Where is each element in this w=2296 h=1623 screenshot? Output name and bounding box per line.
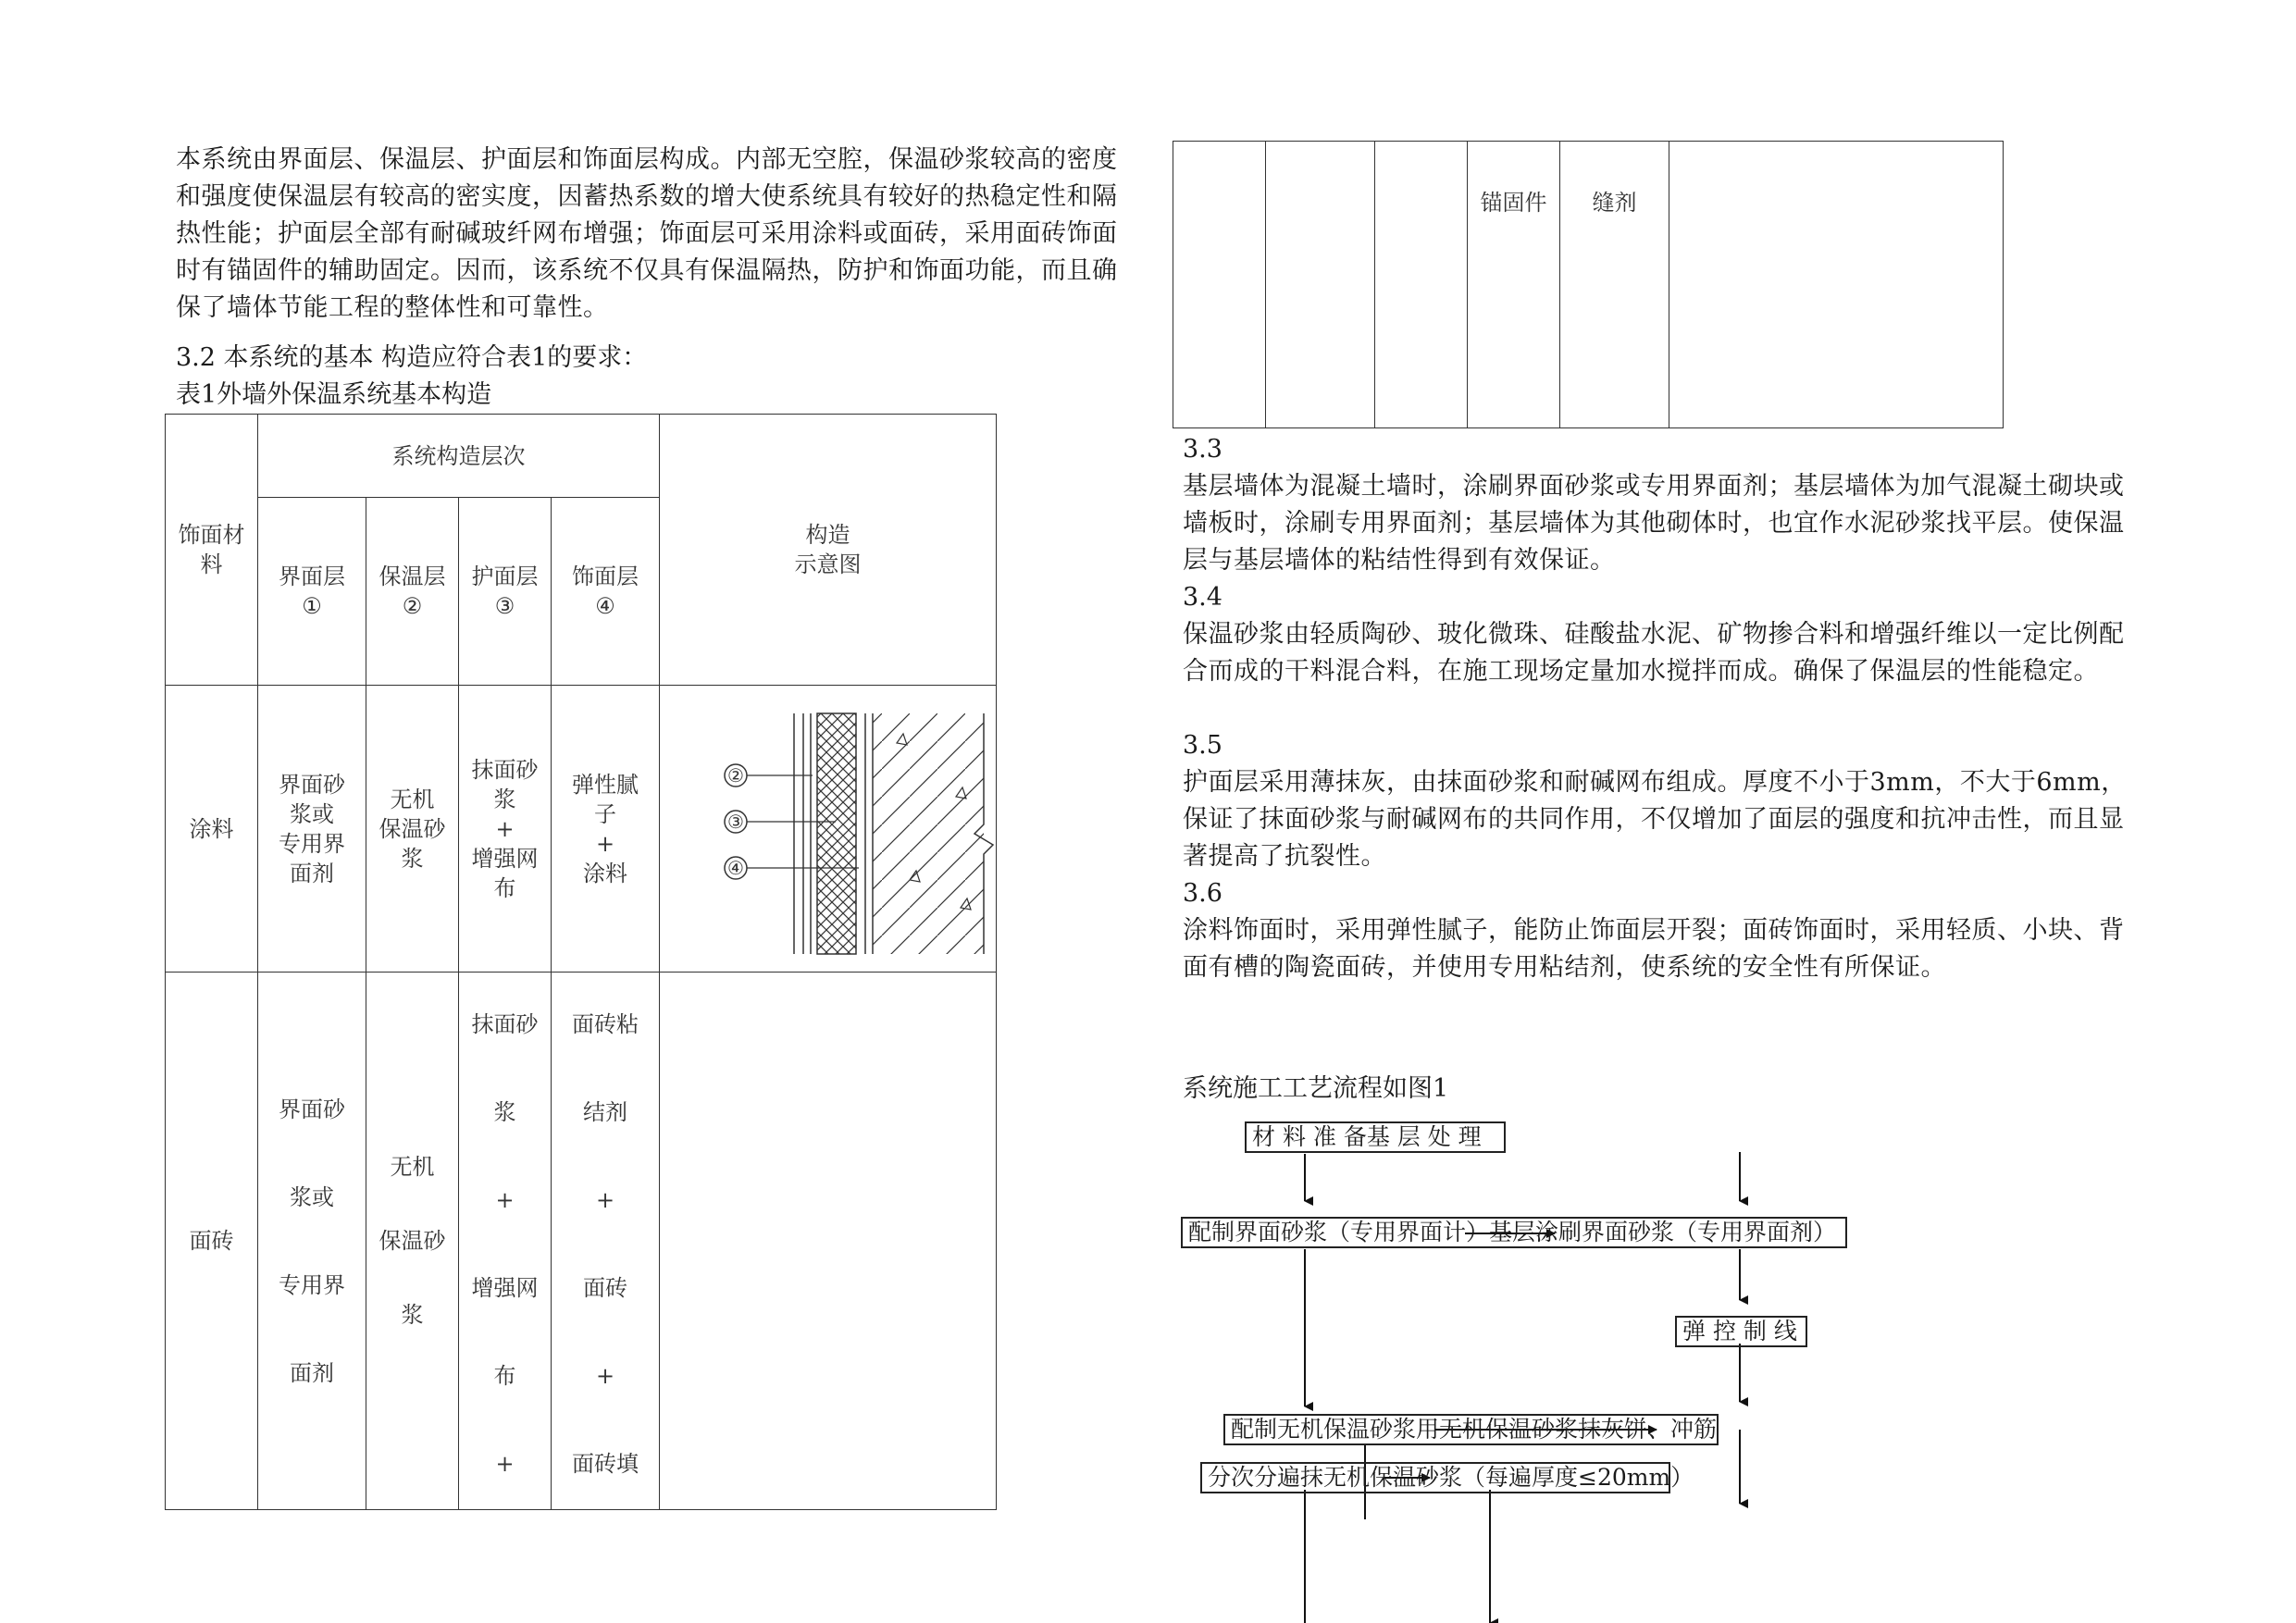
- item-3-3-text: 基层墙体为混凝土墙时，涂刷界面砂浆或专用界面剂；基层墙体为加气混凝土砌块或墙板时，涂刷专用界面剂；基层墙体为其他砌体时，也宜作水泥砂浆找平层。使保温层与基层墙体的粘结性得到有效保证。: [1183, 472, 2125, 575]
- construction-diagram-cell: [660, 686, 997, 973]
- row-tile-diagram: [660, 973, 997, 1510]
- row-coating-insulation: 无机 保温砂 浆: [366, 686, 459, 973]
- structure-table: [165, 414, 997, 1510]
- row-tile-finish: 面砖粘 结剂 + 面砖 + 面砖填: [552, 973, 660, 1510]
- flow-step-insulation-mortar: 配制无机保温砂浆用无机保温砂浆抹灰饼、冲筋: [1223, 1414, 1719, 1445]
- callout-4: ④: [727, 857, 744, 879]
- flow-step-control-line: 弹 控 制 线: [1675, 1316, 1807, 1347]
- clause-3-2: 3.2 本系统的基本 构造应符合表1的要求：: [176, 343, 648, 372]
- item-3-6-text: 涂料饰面时，采用弹性腻子，能防止饰面层开裂；面砖饰面时，采用轻质、小块、背面有槽的陶瓷面砖，并使用专用粘结剂，使系统的安全性有所保证。: [1183, 916, 2125, 982]
- row-tile-protect: 抹面砂 浆 + 增强网 布 +: [459, 973, 552, 1510]
- row-tile-interface: 界面砂 浆或 专用界 面剂: [258, 973, 366, 1510]
- row-coating-interface: 界面砂 浆或 专用界 面剂: [258, 686, 366, 973]
- row-coating-protect: 抹面砂 浆 + 增强网 布: [459, 686, 552, 973]
- wall-section-diagram: [660, 686, 997, 973]
- cont-cell-1: [1173, 142, 1266, 428]
- item-3-3-num: 3.3: [1183, 435, 1222, 464]
- header-layer-3: 护面层 ③: [459, 498, 552, 686]
- table-title: 表1外墙外保温系统基本构造: [176, 380, 492, 409]
- header-diagram: 构造 示意图: [660, 415, 997, 686]
- row-coating-finish: 弹性腻 子 + 涂料: [552, 686, 660, 973]
- cont-cell-3: [1375, 142, 1468, 428]
- row-tile-label: 面砖: [166, 973, 258, 1510]
- cont-seam-cell: 缝剂: [1560, 142, 1669, 428]
- row-coating-label: 涂料: [166, 686, 258, 973]
- flow-title: 系统施工工艺流程如图1: [1183, 1074, 1449, 1103]
- header-finish-material: 饰面材料: [166, 415, 258, 686]
- callout-3: ③: [727, 811, 744, 833]
- header-layer-4: 饰面层 ④: [552, 498, 660, 686]
- cont-anchor-cell: 锚固件: [1468, 142, 1560, 428]
- callout-2: ②: [727, 764, 744, 787]
- flow-step-materials: 材 料 准 备基 层 处 理: [1245, 1121, 1506, 1153]
- intro-paragraph: 本系统由界面层、保温层、护面层和饰面层构成。内部无空腔，保温砂浆较高的密度和强度使保温层有较高的密实度，因蓄热系数的增大使系统具有较好的热稳定性和隔热性能；护面层全部有耐碱玻纤网布增强；饰面层可采用涂料或面砖，采用面砖饰面时有锚固件的辅助固定。因而，该系统不仅具有保温隔热，防护和饰面功能，而且确保了墙体节能工程的整体性和可靠性。: [176, 145, 1118, 322]
- header-layer-2: 保温层 ②: [366, 498, 459, 686]
- flow-step-apply-layers: 分次分遍抹无机保温砂浆（每遍厚度≤20mm）: [1200, 1462, 1670, 1493]
- flow-step-interface-mortar: 配制界面砂浆（专用界面计）基层涂刷界面砂浆（专用界面剂）: [1181, 1217, 1847, 1248]
- row-tile-insulation: 无机 保温砂 浆: [366, 973, 459, 1510]
- item-3-4-text: 保温砂浆由轻质陶砂、玻化微珠、硅酸盐水泥、矿物掺合料和增强纤维以一定比例配合而成的干料混合料，在施工现场定量加水搅拌而成。确保了保温层的性能稳定。: [1183, 620, 2125, 686]
- header-layer-1: 界面层 ①: [258, 498, 366, 686]
- item-3-6-num: 3.6: [1183, 879, 1222, 908]
- item-3-5-text: 护面层采用薄抹灰，由抹面砂浆和耐碱网布组成。厚度不小于3mm，不大于6mm，保证了抹面砂浆与耐碱网布的共同作用，不仅增加了面层的强度和抗冲击性，而且显著提高了抗裂性。: [1183, 768, 2127, 871]
- cont-cell-2: [1266, 142, 1375, 428]
- cont-cell-6: [1669, 142, 2004, 428]
- item-3-5-num: 3.5: [1183, 731, 1222, 760]
- header-layers: 系统构造层次: [258, 415, 660, 498]
- continued-table: [1173, 141, 2004, 428]
- item-3-4-num: 3.4: [1183, 583, 1222, 612]
